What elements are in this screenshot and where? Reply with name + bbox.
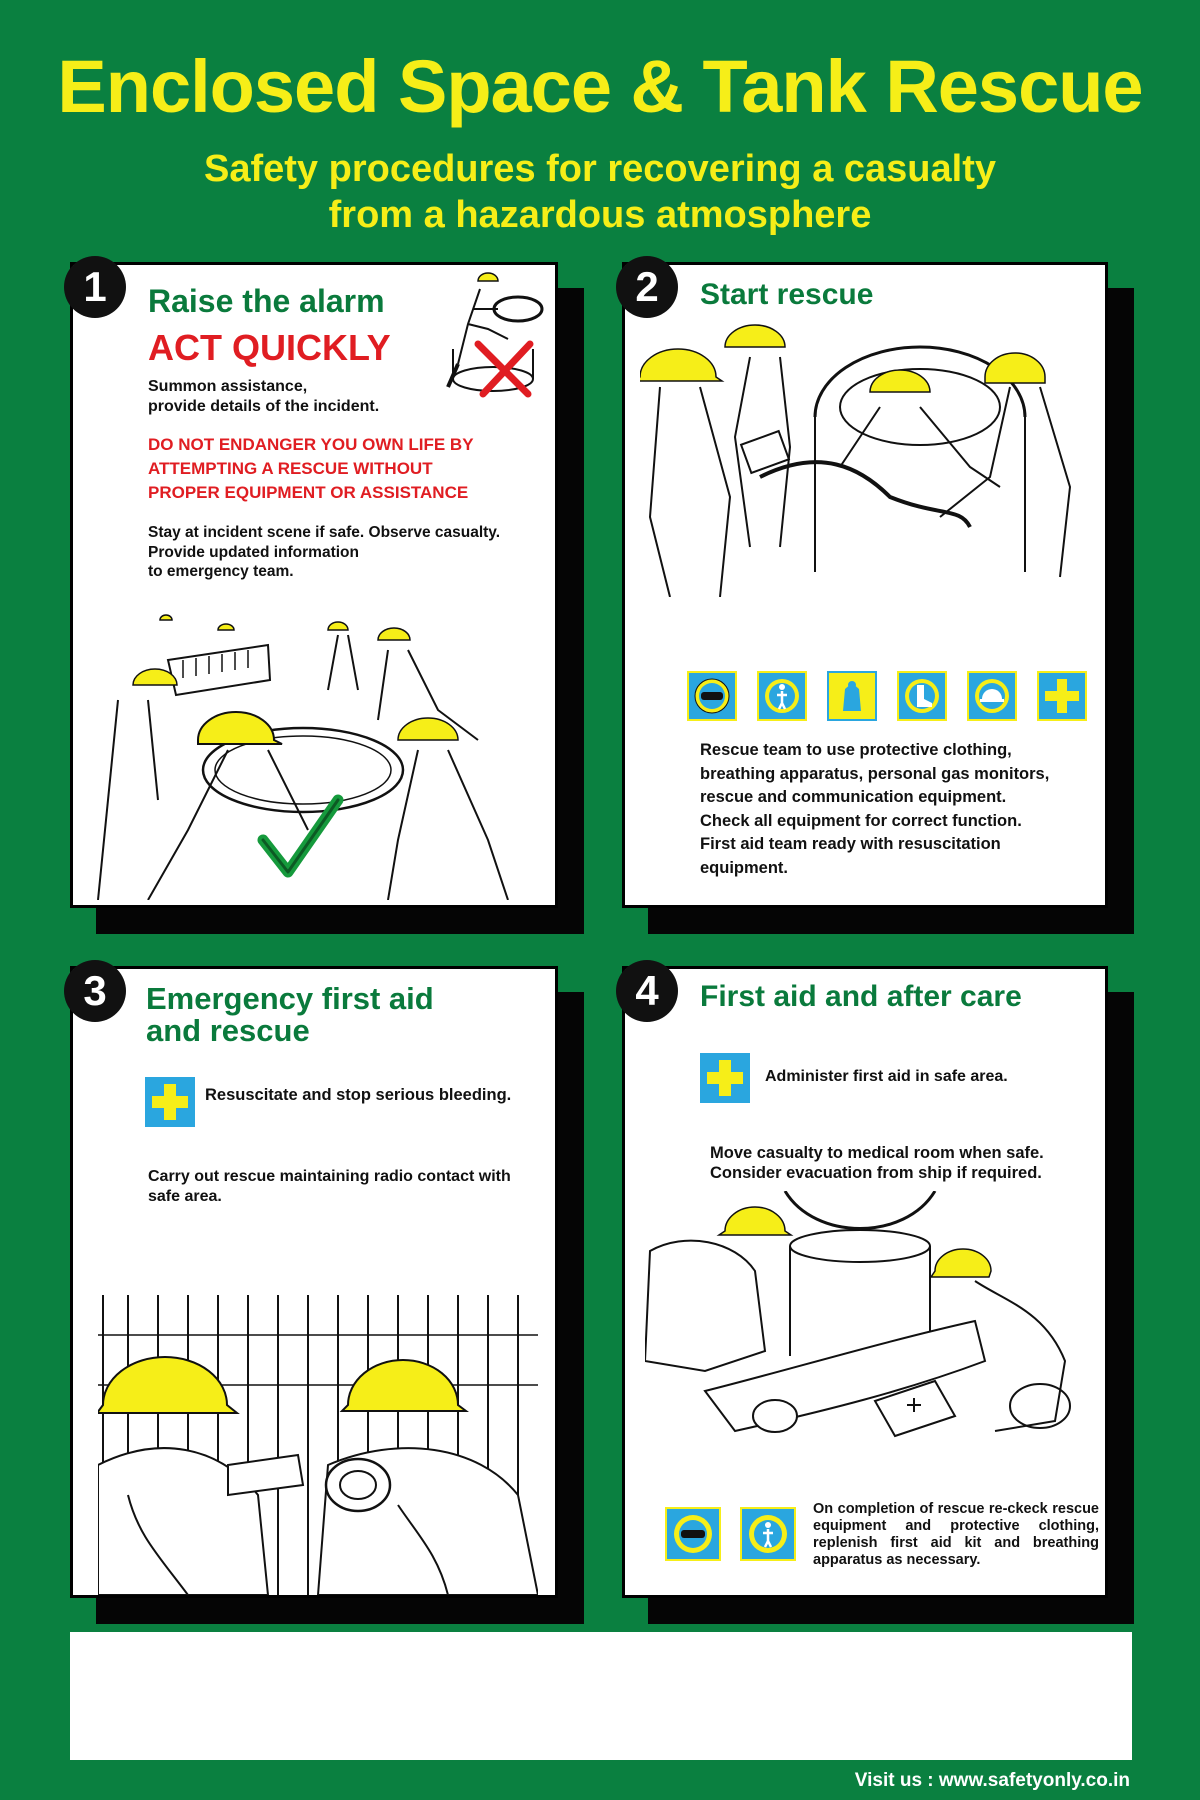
- rescue-line-4: Check all equipment for correct function.: [700, 811, 1022, 830]
- first-aid-icon: [145, 1077, 195, 1127]
- eye-protection-icon: [687, 671, 737, 721]
- panel-body: [70, 966, 558, 1598]
- resuscitate-text: Resuscitate and stop serious bleeding.: [205, 1086, 512, 1104]
- radio-line-1: Carry out rescue maintaining radio contact with: [148, 1168, 511, 1185]
- panel-title: Start rescue: [700, 278, 874, 311]
- first-aid-icon: [700, 1053, 750, 1103]
- poster-title: Enclosed Space & Tank Rescue: [57, 45, 1143, 128]
- website-link[interactable]: Visit us : www.safetyonly.co.in: [854, 1770, 1130, 1791]
- panel-title-line-1: Emergency first aid: [146, 981, 434, 1016]
- step-number: 4: [616, 960, 678, 1022]
- stay-line-1: Stay at incident scene if safe. Observe casualty.: [148, 524, 501, 541]
- correct-rescue-illustration: [88, 600, 528, 900]
- stay-line-2: Provide updated information: [148, 543, 359, 561]
- rescue-line-2: breathing apparatus, personal gas monitors,: [700, 764, 1050, 783]
- rescue-line-3: rescue and communication equipment.: [700, 788, 1007, 806]
- summon-text: [148, 377, 379, 417]
- casualty-care-illustration: [645, 1191, 1075, 1461]
- move-line-1: Move casualty to medical room when safe.: [710, 1144, 1044, 1162]
- panel-first-aid-after-care: [622, 966, 1108, 1598]
- poster-subtitle: [0, 146, 1200, 238]
- move-casualty-text: [710, 1143, 1044, 1183]
- panel-title: [146, 983, 434, 1047]
- completion-text: On completion of rescue re-ckeck rescue equipment and protective clothing, replenish first aid kit and breathing apparatus as necessary.: [813, 1501, 1099, 1568]
- panel-title: Raise the alarm: [148, 283, 385, 319]
- step-number: 1: [64, 256, 126, 318]
- first-aid-icon: [1037, 671, 1087, 721]
- eye-protection-icon: [665, 1507, 721, 1561]
- rescue-line-6: equipment.: [700, 858, 789, 877]
- administer-text: Administer first aid in safe area.: [765, 1068, 1008, 1085]
- panel-emergency-first-aid: [70, 966, 558, 1598]
- safety-boots-icon: [897, 671, 947, 721]
- rescue-team-illustration: [640, 317, 1080, 597]
- safety-harness-icon: [757, 671, 807, 721]
- rescue-line-5: First aid team ready with resuscitation: [700, 835, 1001, 853]
- panel-body: [622, 262, 1108, 908]
- wrong-rescue-illustration: [438, 269, 548, 409]
- subtitle-line-2: from a hazardous atmosphere: [328, 194, 872, 236]
- warning-line-3: PROPER EQUIPMENT OR ASSISTANCE: [148, 483, 469, 502]
- stay-line-3: to emergency team.: [148, 563, 294, 580]
- rescue-line-1: Rescue team to use protective clothing,: [700, 741, 1012, 759]
- rescue-team-text: [700, 739, 1049, 880]
- stay-text: [148, 523, 500, 582]
- blank-footer-panel: [70, 1632, 1132, 1760]
- head-protection-icon: [967, 671, 1017, 721]
- protective-clothing-icon: [827, 671, 877, 721]
- panel-body: [70, 262, 558, 908]
- panel-body: [622, 966, 1108, 1598]
- panel-raise-alarm: [70, 262, 558, 908]
- ppe-icon-row: [687, 671, 1097, 727]
- summon-line-1: Summon assistance,: [148, 378, 308, 395]
- radio-line-2: safe area.: [148, 1188, 222, 1205]
- panel-start-rescue: [622, 262, 1108, 908]
- warning-line-1: DO NOT ENDANGER YOU OWN LIFE BY: [148, 435, 474, 454]
- panel-title: First aid and after care: [700, 980, 1022, 1013]
- subtitle-line-1: Safety procedures for recovering a casualty: [204, 148, 996, 190]
- safety-harness-icon: [740, 1507, 796, 1561]
- warning-line-2: ATTEMPTING A RESCUE WITHOUT: [148, 459, 433, 478]
- warning-text: [148, 433, 474, 505]
- radio-contact-text: [148, 1167, 511, 1207]
- move-line-2: Consider evacuation from ship if required.: [710, 1164, 1042, 1182]
- breathing-apparatus-illustration: [98, 1295, 538, 1595]
- act-quickly-heading: ACT QUICKLY: [148, 327, 391, 368]
- panel-title-line-2: and rescue: [146, 1013, 310, 1048]
- step-number: 3: [64, 960, 126, 1022]
- summon-line-2: provide details of the incident.: [148, 398, 380, 415]
- step-number: 2: [616, 256, 678, 318]
